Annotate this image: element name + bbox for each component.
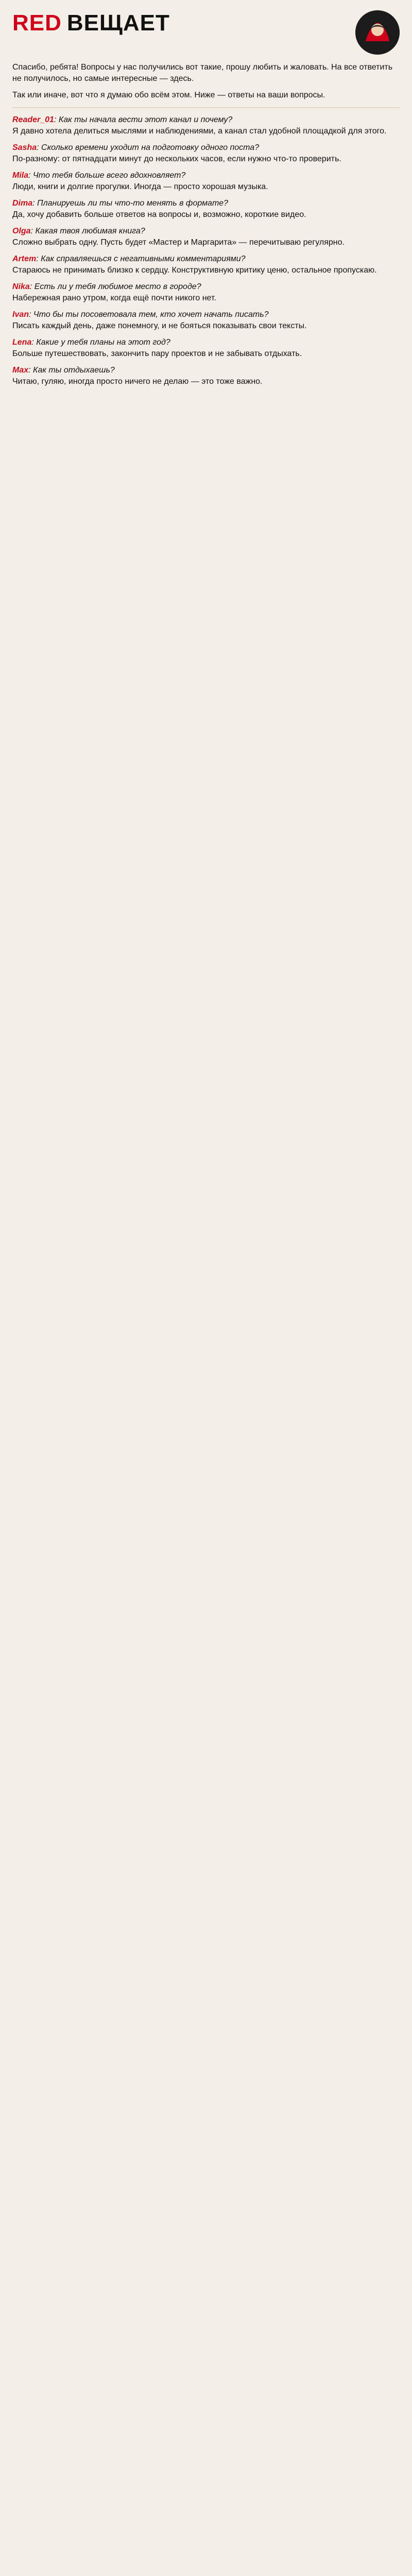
question: Reader_01: Как ты начала вести этот канал и почему? (12, 115, 233, 124)
question-text: Как ты начала вести этот канал и почему? (58, 115, 233, 124)
question-text: Планируешь ли ты что-то менять в формате? (37, 199, 229, 208)
question-text: Какая твоя любимая книга? (35, 227, 145, 235)
question-text: Что бы ты посоветовала тем, кто хочет начать писать? (33, 310, 269, 319)
question-text: Как ты отдыхаешь? (33, 366, 115, 375)
nickname: Olga (12, 227, 31, 235)
answer: Люди, книги и долгие прогулки. Иногда — просто хорошая музыка. (12, 182, 268, 191)
question-text: Какие у тебя планы на этот год? (36, 338, 170, 347)
question: Ivan: Что бы ты посоветовала тем, кто хочет начать писать? (12, 310, 269, 319)
intro-paragraph: Спасибо, ребята! Вопросы у нас получились вот такие, прошу любить и жаловать. На все ответить не получилось, но самые интересные — здесь. (12, 63, 393, 83)
nickname: Artem (12, 255, 37, 263)
question: Sasha: Сколько времени уходит на подготовку одного поста? (12, 143, 260, 152)
avatar-illustration-icon (355, 10, 400, 55)
qa-item (12, 114, 400, 137)
nickname: Dima (12, 199, 33, 208)
question-text: Как справляешься с негативными комментариями? (41, 255, 246, 263)
qa-item (12, 337, 400, 360)
qa-list (0, 114, 412, 387)
nickname: Max (12, 366, 29, 375)
nickname: Lena (12, 338, 32, 347)
header (0, 0, 412, 62)
question: Dima: Планируешь ли ты что-то менять в формате? (12, 199, 229, 208)
question-text: Есть ли у тебя любимое место в городе? (34, 282, 201, 291)
answer: Набережная рано утром, когда ещё почти никого нет. (12, 294, 216, 302)
question-text: Сколько времени уходит на подготовку одного поста? (41, 143, 260, 152)
qa-item (12, 142, 400, 165)
qa-item (12, 309, 400, 332)
answer: Я давно хотела делиться мыслями и наблюдениями, а канал стал удобной площадкой для этого. (12, 127, 387, 135)
answer: Стараюсь не принимать близко к сердцу. Конструктивную критику ценю, остальное пропускаю. (12, 266, 377, 275)
intro-paragraph: Так или иначе, вот что я думаю обо всём этом. Ниже — ответы на ваши вопросы. (12, 91, 325, 99)
qa-item (12, 281, 400, 304)
nickname: Reader_01 (12, 115, 54, 124)
qa-item (12, 365, 400, 387)
nickname: Sasha (12, 143, 37, 152)
question: Mila: Что тебя больше всего вдохновляет? (12, 171, 186, 180)
answer: Читаю, гуляю, иногда просто ничего не делаю — это тоже важно. (12, 377, 263, 386)
answer: Сложно выбрать одну. Пусть будет «Мастер и Маргарита» — перечитываю регулярно. (12, 238, 345, 247)
question: Olga: Какая твоя любимая книга? (12, 227, 145, 235)
question-text: Что тебя больше всего вдохновляет? (33, 171, 186, 180)
answer: Да, хочу добавить больше ответов на вопросы и, возможно, короткие видео. (12, 210, 306, 219)
question: Nika: Есть ли у тебя любимое место в городе? (12, 282, 201, 291)
answer: По-разному: от пятнадцати минут до нескольких часов, если нужно что-то проверить. (12, 155, 341, 163)
answer: Больше путешествовать, закончить пару проектов и не забывать отдыхать. (12, 349, 302, 358)
brand (12, 10, 170, 36)
nickname: Nika (12, 282, 30, 291)
brand-red: RED (12, 10, 62, 36)
nickname: Ivan (12, 310, 29, 319)
question: Lena: Какие у тебя планы на этот год? (12, 338, 170, 347)
qa-item (12, 226, 400, 248)
qa-item (12, 198, 400, 221)
question: Artem: Как справляешься с негативными комментариями? (12, 255, 246, 263)
divider (12, 107, 400, 108)
avatar (355, 10, 400, 55)
qa-item (12, 170, 400, 193)
brand-rest: ВЕЩАЕТ (66, 10, 170, 36)
intro (0, 62, 412, 101)
question: Max: Как ты отдыхаешь? (12, 366, 115, 375)
nickname: Mila (12, 171, 29, 180)
qa-item (12, 253, 400, 276)
answer: Писать каждый день, даже понемногу, и не бояться показывать свои тексты. (12, 321, 307, 330)
